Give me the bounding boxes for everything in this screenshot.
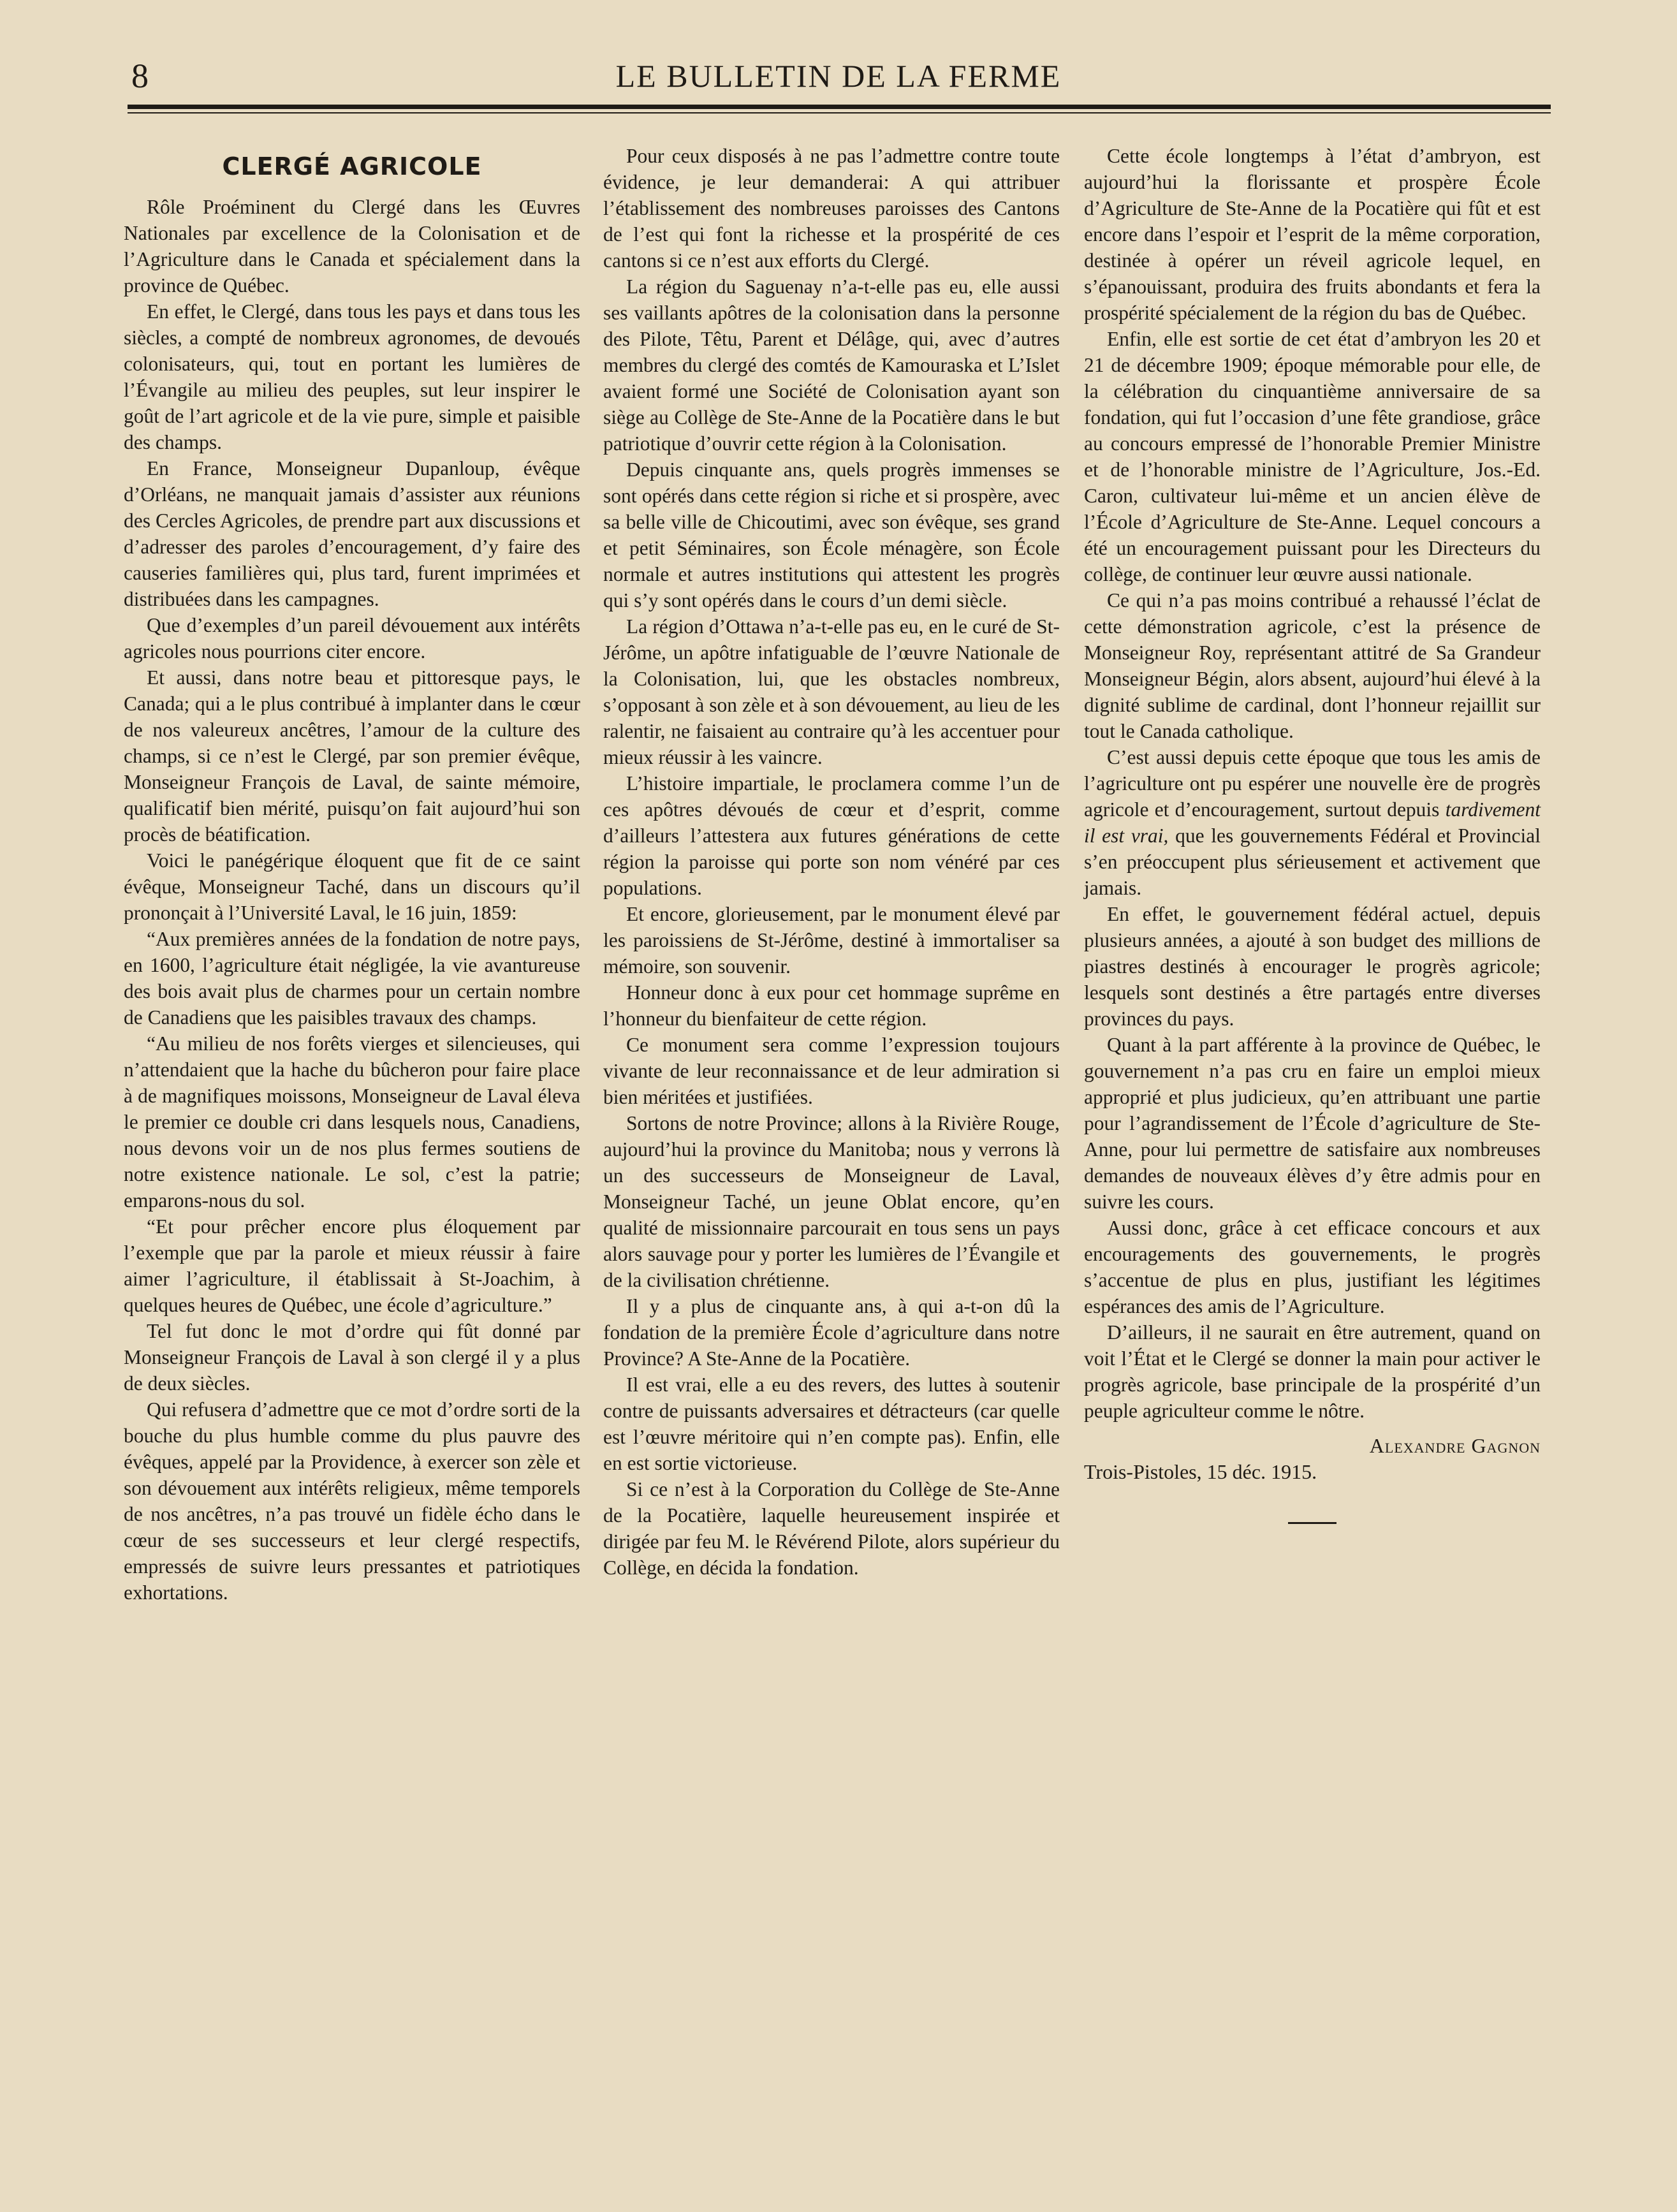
paragraph: En effet, le Clergé, dans tous les pays et dans tous les siècles, a compté de nombreux agronomes, de devoués colonisateurs, qui, tout en portant les lumières de l’Évangile au milieu des peuples, sut leur inspirer le goût de l’art agricole et de la vie pure, simple et paisible des champs. — [124, 300, 580, 453]
paragraph: La région d’Ottawa n’a-t-elle pas eu, en le curé de St-Jérôme, un apôtre infatiguable de l’œuvre Nationale de la Colonisation, lui, que les obstacles nombreux, s’opposant à son zèle et à son dévouement, au lieu de les ralentir, ne faisaient au contraire qu’à les accentuer pour mieux réussir à les vaincre. — [603, 615, 1060, 768]
paragraph: Et aussi, dans notre beau et pittoresque pays, le Canada; qui a le plus contribué à implanter dans le cœur de nos valeureux ancêtres, l’amour de la culture des champs, si ce n’est le Clergé, par son premier évêque, Monseigneur François de Laval, de sainte mémoire, qualificatif bien mérité, puisqu’on fait aujourd’hui son procès de béatification. — [124, 666, 580, 846]
paragraph: Ce monument sera comme l’expression toujours vivante de leur reconnaissance et de leur admiration si bien méritées et justifiées. — [603, 1034, 1060, 1108]
paragraph: Enfin, elle est sortie de cet état d’ambryon les 20 et 21 de décembre 1909; époque mémorable pour elle, de la célébration du cinquantième anniversaire de sa fondation, qui fut l’occasion d’une fête grandiose, grâce au concours empressé de l’honorable Premier Ministre et de l’honorable ministre de l’Agriculture, Jos.-Ed. Caron, cultivateur lui-même et un ancien élève de l’École d’Agriculture de Ste-Anne. Lequel concours a été un encouragement puissant pour les Directeurs du collège, de continuer leur œuvre aussi nationale. — [1084, 328, 1541, 585]
end-rule — [1288, 1522, 1336, 1524]
paragraph: Et encore, glorieusement, par le monument élevé par les paroissiens de St-Jérôme, destiné à immortaliser sa mémoire, son souvenir. — [603, 903, 1060, 978]
paragraph: “Et pour prêcher encore plus éloquement par l’exemple que par la parole et mieux réussir à faire aimer l’agriculture, il établissait à St-Joachim, à quelques heures de Québec, une école d’agriculture.” — [124, 1215, 580, 1316]
paragraph: Quant à la part afférente à la province de Québec, le gouvernement n’a pas cru en faire un emploi mieux approprié et plus judicieux, qu’en attribuant une partie pour l’agrandissement de l’École d’agriculture de Ste-Anne, pour lui permettre de satisfaire aux nombreuses demandes de nouveaux élèves d’y être admis pour en suivre les cours. — [1084, 1034, 1541, 1213]
paragraph: Il y a plus de cinquante ans, à qui a-t-on dû la fondation de la première École d’agriculture dans notre Province? A Ste-Anne de la Pocatière. — [603, 1295, 1060, 1370]
paragraph: En effet, le gouvernement fédéral actuel, depuis plusieurs années, a ajouté à son budget des millions de piastres destinés à encourager le progrès agricole; lesquels sont destinés a être partagés entre diverses provinces du pays. — [1084, 903, 1541, 1030]
paragraph: D’ailleurs, il ne saurait en être autrement, quand on voit l’État et le Clergé se donner la main pour activer le progrès agricole, base principale de la prospérité d’un peuple agriculteur comme le nôtre. — [1084, 1321, 1541, 1422]
paragraph: En France, Monseigneur Dupanloup, évêque d’Orléans, ne manquait jamais d’assister aux réunions des Cercles Agricoles, de prendre part aux discussions et d’adresser des paroles d’encouragement, d’y faire des causeries familières qui, plus tard, furent imprimées et distribuées dans les campagnes. — [124, 457, 580, 610]
emphasis-text: tardivement il est vrai, — [1084, 798, 1541, 847]
article-title: CLERGÉ AGRICOLE — [222, 152, 482, 180]
header-rule-thick — [128, 105, 1551, 109]
paragraph: “Aux premières années de la fondation de notre pays, en 1600, l’agriculture était négligée, la vie avantureuse des bois avait plus de charmes pour un certain nombre de Canadiens que les paisibles travaux des champs. — [124, 928, 580, 1029]
text-column-1 — [124, 143, 580, 1606]
page-number: 8 — [131, 57, 149, 95]
paragraph: Tel fut donc le mot d’ordre qui fût donné par Monseigneur François de Laval à son clergé il y a plus de deux siècles. — [124, 1320, 580, 1395]
text-column-3 — [1084, 143, 1541, 1524]
paragraph-text: que les gouvernements Fédéral et Provincial s’en préoccupent plus sérieusement et activement que jamais. — [1084, 824, 1541, 899]
paragraph: Voici le panégérique éloquent que fit de ce saint évêque, Monseigneur Taché, dans un discours qu’il prononçait à l’Université Laval, le 16 juin, 1859: — [124, 849, 580, 924]
paragraph: Que d’exemples d’un pareil dévouement aux intérêts agricoles nous pourrions citer encore. — [124, 614, 580, 663]
paragraph: Si ce n’est à la Corporation du Collège de Ste-Anne de la Pocatière, laquelle heureusement inspirée et dirigée par feu M. le Révérend Pilote, alors supérieur du Collège, en décida la fondation. — [603, 1478, 1060, 1579]
running-head-title: LE BULLETIN DE LA FERME — [615, 58, 1062, 94]
paragraph: La région du Saguenay n’a-t-elle pas eu, elle aussi ses vaillants apôtres de la colonisation dans la personne des Pilote, Têtu, Parent et Délâge, qui, avec d’autres membres du clergé des comtés de Kamouraska et L’Islet avaient formé une Société de Colonisation ayant son siège au Collège de Ste-Anne de la Pocatière dans le but patriotique d’ouvrir cette région à la Colonisation. — [603, 275, 1060, 455]
paragraph: Honneur donc à eux pour cet hommage suprême en l’honneur du bienfaiteur de cette région. — [603, 981, 1060, 1030]
paragraph: Depuis cinquante ans, quels progrès immenses se sont opérés dans cette région si riche et si prospère, avec sa belle ville de Chicoutimi, avec son évêque, ses grand et petit Séminaires, son École ménagère, son École normale et autres institutions qui attestent les progrès qui s’y sont opérés dans le cours d’un demi siècle. — [603, 458, 1060, 612]
paragraph: Ce qui n’a pas moins contribué a rehaussé l’éclat de cette démonstration agricole, c’est la présence de Monseigneur Roy, représentant attitré de Sa Grandeur Monseigneur Bégin, alors absent, aujourd’hui élevé à la dignité sublime de cardinal, dont l’honneur rejaillit sur tout le Canada catholique. — [1084, 589, 1541, 742]
paragraph-text: C’est aussi depuis cette époque que tous les amis de l’agriculture ont pu espérer une nouvelle ère de progrès agricole et d’encouragement, surtout depuis — [1084, 746, 1541, 821]
paragraph: Pour ceux disposés à ne pas l’admettre contre toute évidence, je leur demanderai: A qui attribuer l’établissement des nombreuses paroisses des Cantons de l’est qui font la richesse et la prospérité de ces cantons si ce n’est aux efforts du Clergé. — [603, 145, 1060, 272]
paragraph: L’histoire impartiale, le proclamera comme l’un de ces apôtres dévoués de cœur et d’esprit, comme d’ailleurs l’attestera aux futures générations de cette région la paroisse qui porte son nom vénéré par ces populations. — [603, 772, 1060, 899]
paragraph — [1084, 744, 1541, 901]
paragraph: Qui refusera d’admettre que ce mot d’ordre sorti de la bouche du plus humble comme du plus pauvre des évêques, appelé par la Providence, à exercer son zèle et son dévouement aux intérêts religieux, même temporels de nos ancêtres, n’a pas trouvé un fidèle écho dans le cœur de ses successeurs et leur clergé respectifs, empressés de suivre leurs pressantes et patriotiques exhortations. — [124, 1398, 580, 1604]
header-rule-thin — [128, 112, 1551, 114]
paragraph: Sortons de notre Province; allons à la Rivière Rouge, aujourd’hui la province du Manitoba; nous y verrons là un des successeurs de Monseigneur de Laval, Monseigneur Taché, un jeune Oblat encore, qu’en qualité de missionnaire parcourait en tous sens un pays alors sauvage pour y porter les lumières de l’Évangile et de la civilisation chrétienne. — [603, 1112, 1060, 1291]
paragraph: Cette école longtemps à l’état d’ambryon, est aujourd’hui la florissante et prospère École d’Agriculture de Ste-Anne de la Pocatière qui fût et est encore dans l’espoir et l’esprit de la même corporation, destinée à opérer un réveil agricole lequel, en s’épanouissant, produira des fruits abondants et fera la prospérité spécialement de la région du bas de Québec. — [1084, 145, 1541, 324]
paragraph: Aussi donc, grâce à cet efficace concours et aux encouragements des gouvernements, le progrès s’accentue de plus en plus, justifiant les légitimes espérances des amis de l’Agriculture. — [1084, 1217, 1541, 1317]
paragraph: Rôle Proéminent du Clergé dans les Œuvres Nationales par excellence de la Colonisation et de l’Agriculture dans le Canada et spécialement dans la province de Québec. — [124, 196, 580, 297]
text-column-2 — [603, 143, 1060, 1581]
paragraph: “Au milieu de nos forêts vierges et silencieuses, qui n’attendaient que la hache du bûcheron pour faire place à de magnifiques moissons, Monseigneur de Laval éleva le premier ce double cri dans lesquels nous, Canadiens, nous devons voir un de nos plus fermes soutiens de notre existence nationale. Le sol, c’est la patrie; emparons-nous du sol. — [124, 1032, 580, 1212]
paragraph: Il est vrai, elle a eu des revers, des luttes à soutenir contre de puissants adversaires et détracteurs (car quelle est l’œuvre méritoire qui n’en compte pas). Enfin, elle en est sortie victorieuse. — [603, 1373, 1060, 1474]
author-signature: Alexandre Gagnon — [1369, 1434, 1541, 1457]
dateline: Trois-Pistoles, 15 déc. 1915. — [1084, 1460, 1317, 1483]
